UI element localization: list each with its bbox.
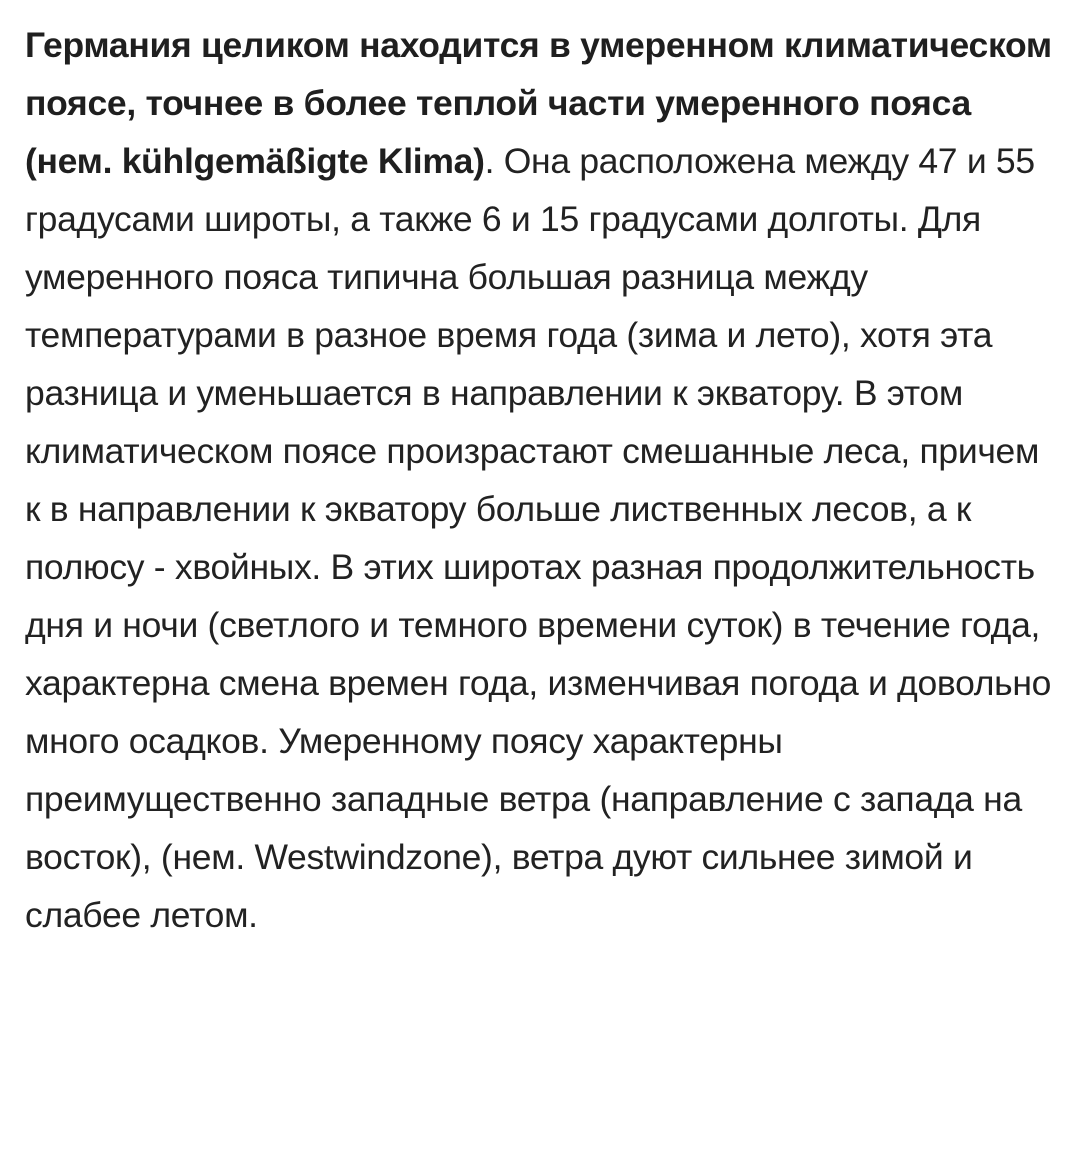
article-paragraph bbox=[25, 16, 1055, 944]
article-text bbox=[25, 16, 1055, 944]
body-text: . Она расположена между 47 и 55 градусами широты, а также 6 и 15 градусами долготы. Для умеренного пояса типична большая разница между температурами в разное время года (зима и лето), хотя эта разница и уменьшается в направлении к экватору. В этом климатическом поясе произрастают смешанные леса, причем к в направлении к экватору больше лиственных лесов, а к полюсу - хвойных. В этих широтах разная продолжительность дня и ночи (светлого и темного времени суток) в течение года, характерна смена времен года, изменчивая погода и довольно много осадков. Умеренному поясу характерны преимущественно западные ветра (направление с запада на восток), (нем. Westwindzone), ветра дуют сильнее зимой и слабее летом. bbox=[25, 141, 1052, 935]
lead-text: Германия целиком находится в умеренном климатическом поясе, точнее в более теплой части умеренного пояса (нем. kühlgemäßigte Klima) bbox=[25, 25, 1052, 181]
